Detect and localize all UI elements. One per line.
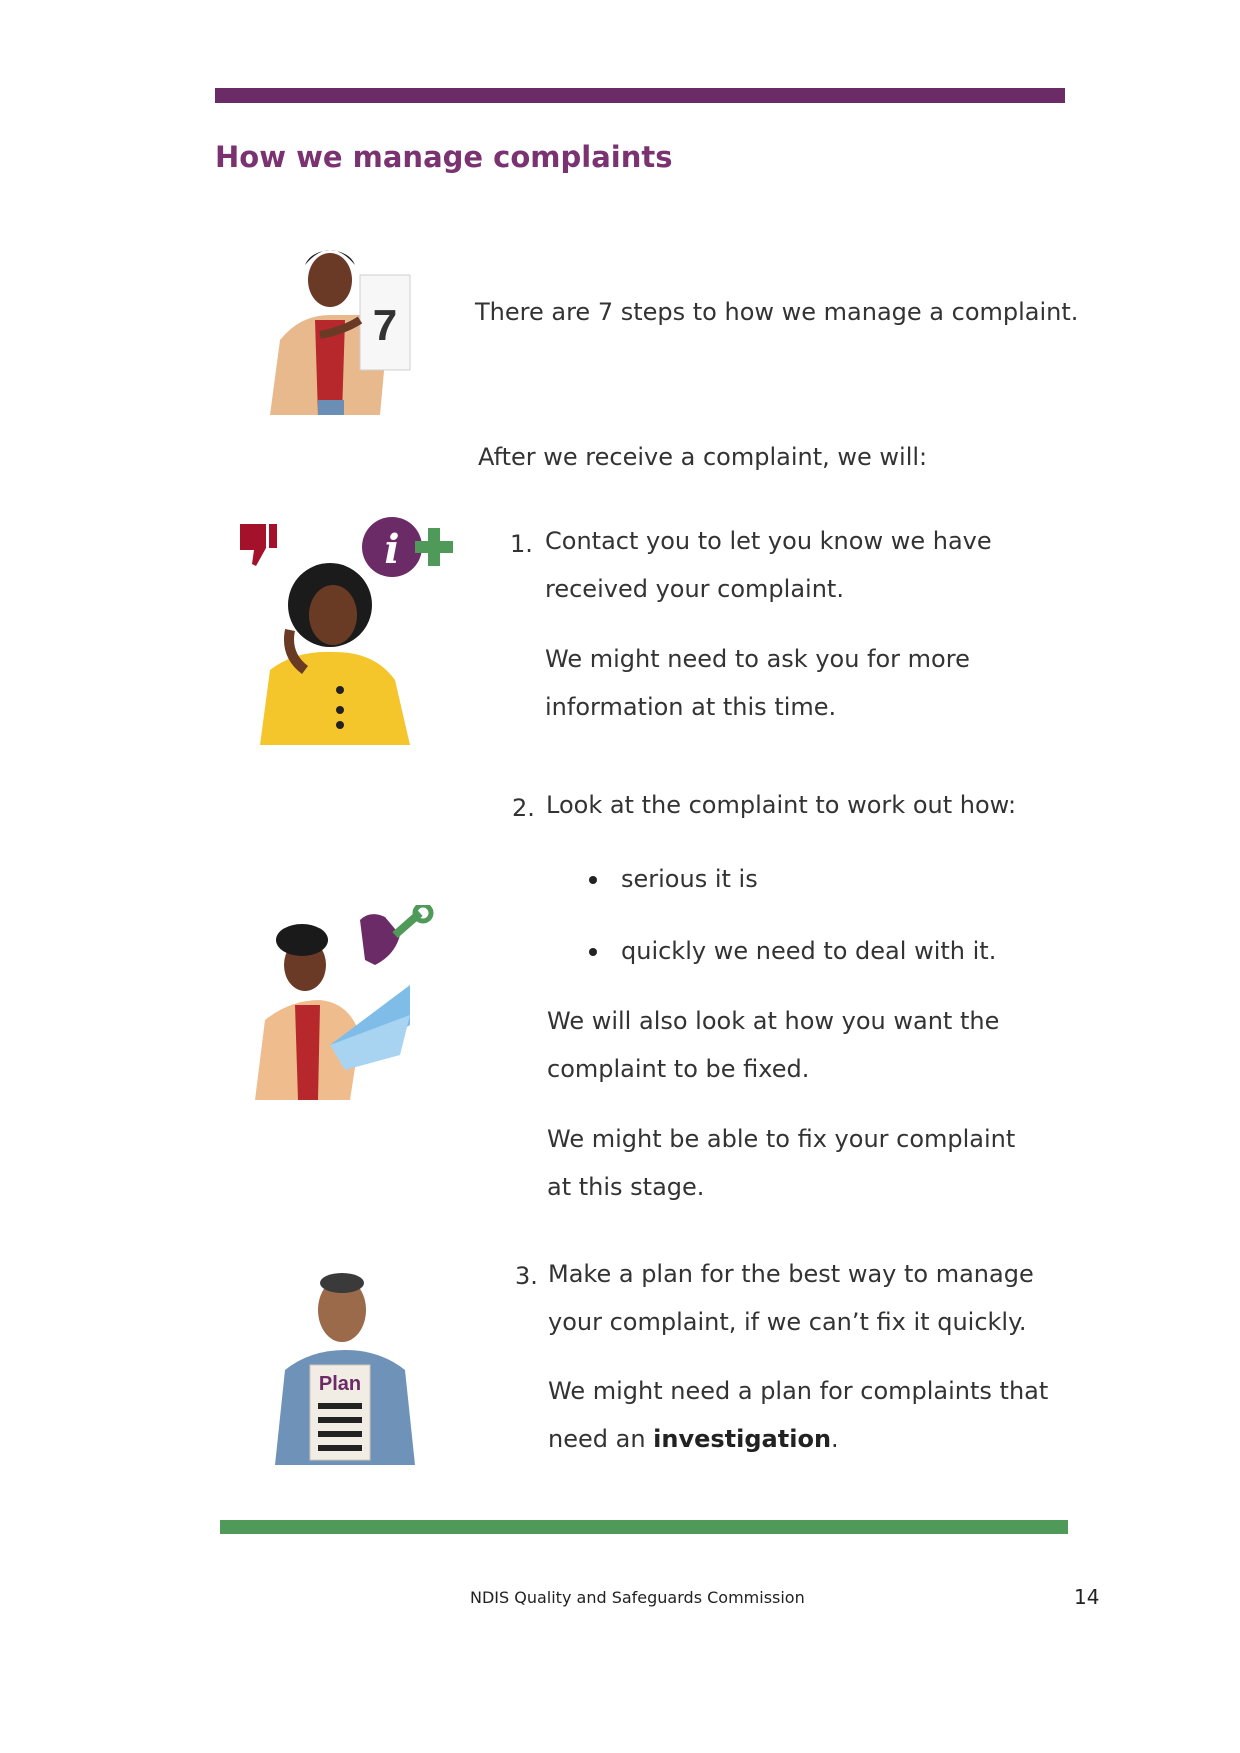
step-3-number: 3.: [515, 1262, 538, 1290]
intro-after-text: After we receive a complaint, we will:: [478, 443, 928, 471]
step-3-line2: your complaint, if we can’t fix it quickly.: [548, 1308, 1027, 1336]
step-2-note1-line2: complaint to be fixed.: [547, 1055, 810, 1083]
step-2-note2-line1: We might be able to fix your complaint: [547, 1125, 1016, 1153]
step-2-note1-line1: We will also look at how you want the: [547, 1007, 1000, 1035]
step-3-note-line1: We might need a plan for complaints that: [548, 1377, 1049, 1405]
seven-card-number: 7: [372, 301, 398, 350]
svg-text:i: i: [384, 526, 400, 573]
investigation-term: investigation: [653, 1425, 832, 1453]
plan-card-label: Plan: [318, 1373, 362, 1395]
step-2-line1: Look at the complaint to work out how:: [546, 791, 1017, 819]
bullet-dot: [589, 948, 597, 956]
footer-rule: [220, 1520, 1068, 1534]
step-2-bullet-1: serious it is: [621, 865, 758, 893]
page-title: How we manage complaints: [215, 140, 673, 174]
page-number: 14: [1074, 1585, 1100, 1609]
woman-holding-seven-image: [260, 230, 430, 415]
man-holding-plan-image: [270, 1265, 420, 1465]
step-1-line1: Contact you to let you know we have: [545, 527, 992, 555]
step-2-bullet-2: quickly we need to deal with it.: [621, 937, 997, 965]
step-3-line1: Make a plan for the best way to manage: [548, 1260, 1034, 1288]
intro-steps-text: There are 7 steps to how we manage a complaint.: [475, 298, 1079, 326]
step-1-note-line1: We might need to ask you for more: [545, 645, 970, 673]
step-1-note-line2: information at this time.: [545, 693, 837, 721]
step-2-note2-line2: at this stage.: [547, 1173, 705, 1201]
woman-reading-folder-image: [250, 905, 420, 1100]
step-3-note-line2: need an investigation.: [548, 1425, 839, 1453]
bullet-dot: [589, 876, 597, 884]
woman-on-phone-image: [255, 560, 415, 745]
step-2-number: 2.: [512, 794, 535, 822]
footer-org: NDIS Quality and Safeguards Commission: [470, 1588, 805, 1607]
step-1-number: 1.: [510, 530, 533, 558]
header-rule: [215, 88, 1065, 103]
step-1-line2: received your complaint.: [545, 575, 844, 603]
